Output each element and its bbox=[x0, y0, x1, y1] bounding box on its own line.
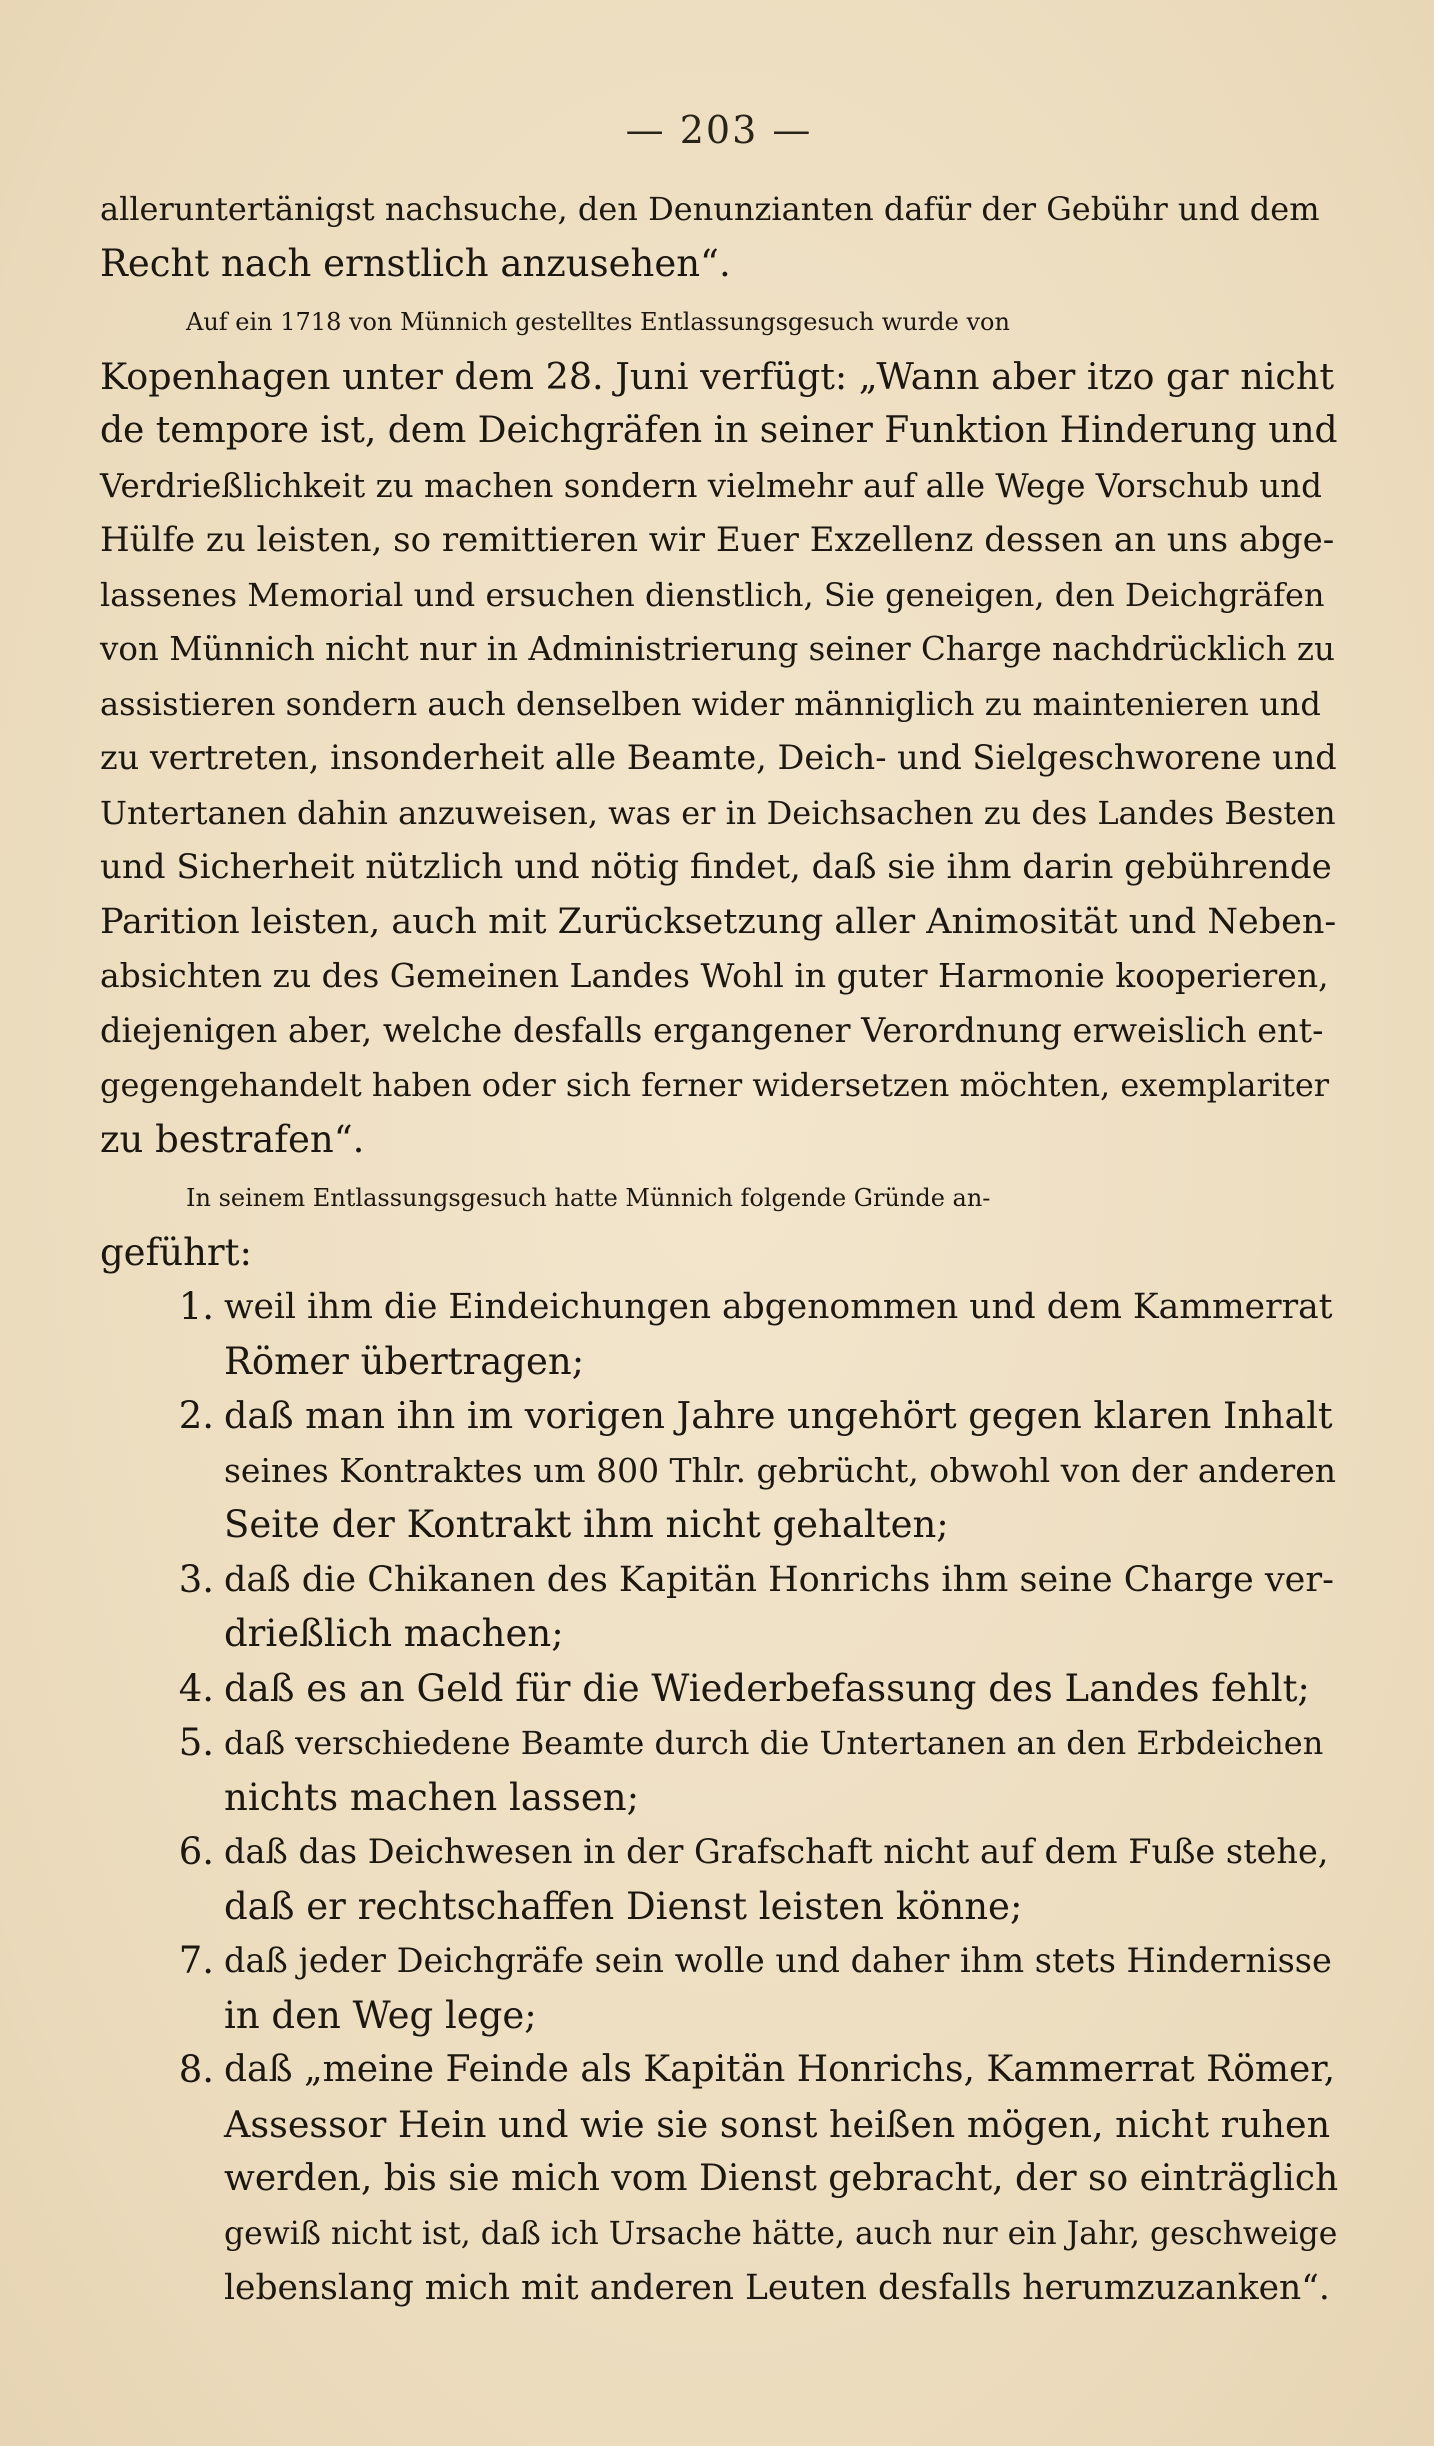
text-line: absichten zu des Gemeinen Landes Wohl in guter Harmonie kooperieren, bbox=[100, 956, 1329, 995]
text-line: daß „meine Feinde als Kapitän Honrichs, Kammerrat Römer, bbox=[224, 2049, 1336, 2090]
text-line: Recht nach ernstlich anzusehen“. bbox=[100, 241, 731, 285]
list-number: 2. bbox=[178, 1394, 214, 1437]
text-line: in den Weg lege; bbox=[224, 1993, 537, 2037]
text-line: weil ihm die Eindeichungen abgenommen und dem Kammerrat bbox=[224, 1287, 1333, 1327]
text-line: gewiß nicht ist, daß ich Ursache hätte, auch nur ein Jahr, geschweige bbox=[224, 2215, 1338, 2252]
list-item bbox=[100, 1825, 1338, 1934]
list-item bbox=[100, 1280, 1338, 1389]
text-line: seines Kontraktes um 800 Thlr. gebrücht, obwohl von der anderen bbox=[224, 1450, 1336, 1490]
list-item bbox=[100, 2043, 1338, 2316]
page-number: — 203 — bbox=[625, 108, 813, 152]
text-line: Assessor Hein und wie sie sonst heißen mögen, nicht ruhen bbox=[224, 2102, 1331, 2146]
body-text bbox=[100, 182, 1338, 2316]
text-line: drießlich machen; bbox=[224, 1612, 564, 1655]
list-item bbox=[100, 1934, 1338, 2043]
text-line: Auf ein 1718 von Münnich gestelltes Entlassungsgesuch wurde von bbox=[186, 308, 1010, 336]
list-item bbox=[100, 1553, 1338, 1662]
text-line: zu vertreten, insonderheit alle Beamte, Deich- und Sielgeschworene und bbox=[100, 738, 1337, 777]
list-number: 3. bbox=[178, 1557, 214, 1601]
list-item bbox=[100, 1662, 1338, 1717]
text-line: de tempore ist, dem Deichgräfen in seiner Funktion Hinderung und bbox=[100, 410, 1338, 451]
text-line: Römer übertragen; bbox=[224, 1339, 585, 1383]
text-line: daß die Chikanen des Kapitän Honrichs ihm seine Charge ver- bbox=[224, 1559, 1334, 1600]
text-line: Hülfe zu leisten, so remittieren wir Euer Exzellenz dessen an uns abge- bbox=[100, 520, 1335, 560]
text-line: gegengehandelt haben oder sich ferner widersetzen möchten, exemplariter bbox=[100, 1066, 1330, 1104]
paragraph-continuation bbox=[100, 182, 1338, 291]
text-line: zu bestrafen“. bbox=[100, 1117, 365, 1161]
text-line: Untertanen dahin anzuweisen, was er in Deichsachen zu des Landes Besten bbox=[100, 793, 1336, 832]
paragraph-grounds-intro bbox=[100, 1171, 1338, 1280]
text-line: Verdrießlichkeit zu machen sondern vielmehr auf alle Wege Vorschub und bbox=[100, 466, 1322, 505]
list-number: 1. bbox=[178, 1285, 214, 1328]
text-line: daß jeder Deichgräfe sein wolle und daher ihm stets Hindernisse bbox=[224, 1941, 1332, 1980]
text-line: lassenes Memorial und ersuchen dienstlich, Sie geneigen, den Deichgräfen bbox=[100, 575, 1325, 614]
text-line: Seite der Kontrakt ihm nicht gehalten; bbox=[224, 1503, 949, 1546]
text-line: daß es an Geld für die Wiederbefassung des Landes fehlt; bbox=[224, 1666, 1310, 1710]
text-line: assistieren sondern auch denselben wider männiglich zu maintenieren und bbox=[100, 684, 1321, 723]
list-number: 4. bbox=[178, 1666, 214, 1710]
list-number: 8. bbox=[178, 2048, 214, 2091]
text-line: Parition leisten, auch mit Zurücksetzung aller Animosität und Neben- bbox=[100, 901, 1337, 942]
list-number: 5. bbox=[178, 1721, 214, 1764]
text-line: geführt: bbox=[100, 1230, 252, 1274]
text-line: lebenslang mich mit anderen Leuten desfalls herumzuzanken“. bbox=[224, 2268, 1330, 2308]
text-line: daß man ihn im vorigen Jahre ungehört gegen klaren Inhalt bbox=[224, 1394, 1333, 1437]
list-item bbox=[100, 1389, 1338, 1553]
text-line: In seinem Entlassungsgesuch hatte Münnich folgende Gründe an- bbox=[186, 1184, 991, 1212]
paragraph-decree bbox=[100, 295, 1338, 1167]
text-line: nichts machen lassen; bbox=[224, 1775, 640, 1819]
text-line: werden, bis sie mich vom Dienst gebracht, der so einträglich bbox=[224, 2158, 1339, 2199]
text-line: Kopenhagen unter dem 28. Juni verfügt: „Wann aber itzo gar nicht bbox=[100, 354, 1335, 398]
list-item bbox=[100, 1716, 1338, 1825]
text-line: daß das Deichwesen in der Grafschaft nicht auf dem Fuße stehe, bbox=[224, 1832, 1329, 1871]
text-line: daß verschiedene Beamte durch die Untertanen an den Erbdeichen bbox=[224, 1724, 1324, 1762]
list-number: 7. bbox=[178, 1939, 214, 1982]
text-line: alleruntertänigst nachsuche, den Denunzianten dafür der Gebühr und dem bbox=[100, 190, 1320, 228]
text-line: und Sicherheit nützlich und nötig findet, daß sie ihm darin gebührende bbox=[100, 847, 1332, 887]
list-number: 6. bbox=[178, 1830, 214, 1873]
text-line: daß er rechtschaffen Dienst leisten könne; bbox=[224, 1884, 1023, 1928]
text-line: diejenigen aber, welche desfalls ergangener Verordnung erweislich ent- bbox=[100, 1010, 1324, 1050]
grounds-list bbox=[100, 1280, 1338, 2316]
text-line: von Münnich nicht nur in Administrierung seiner Charge nachdrücklich zu bbox=[100, 630, 1335, 668]
